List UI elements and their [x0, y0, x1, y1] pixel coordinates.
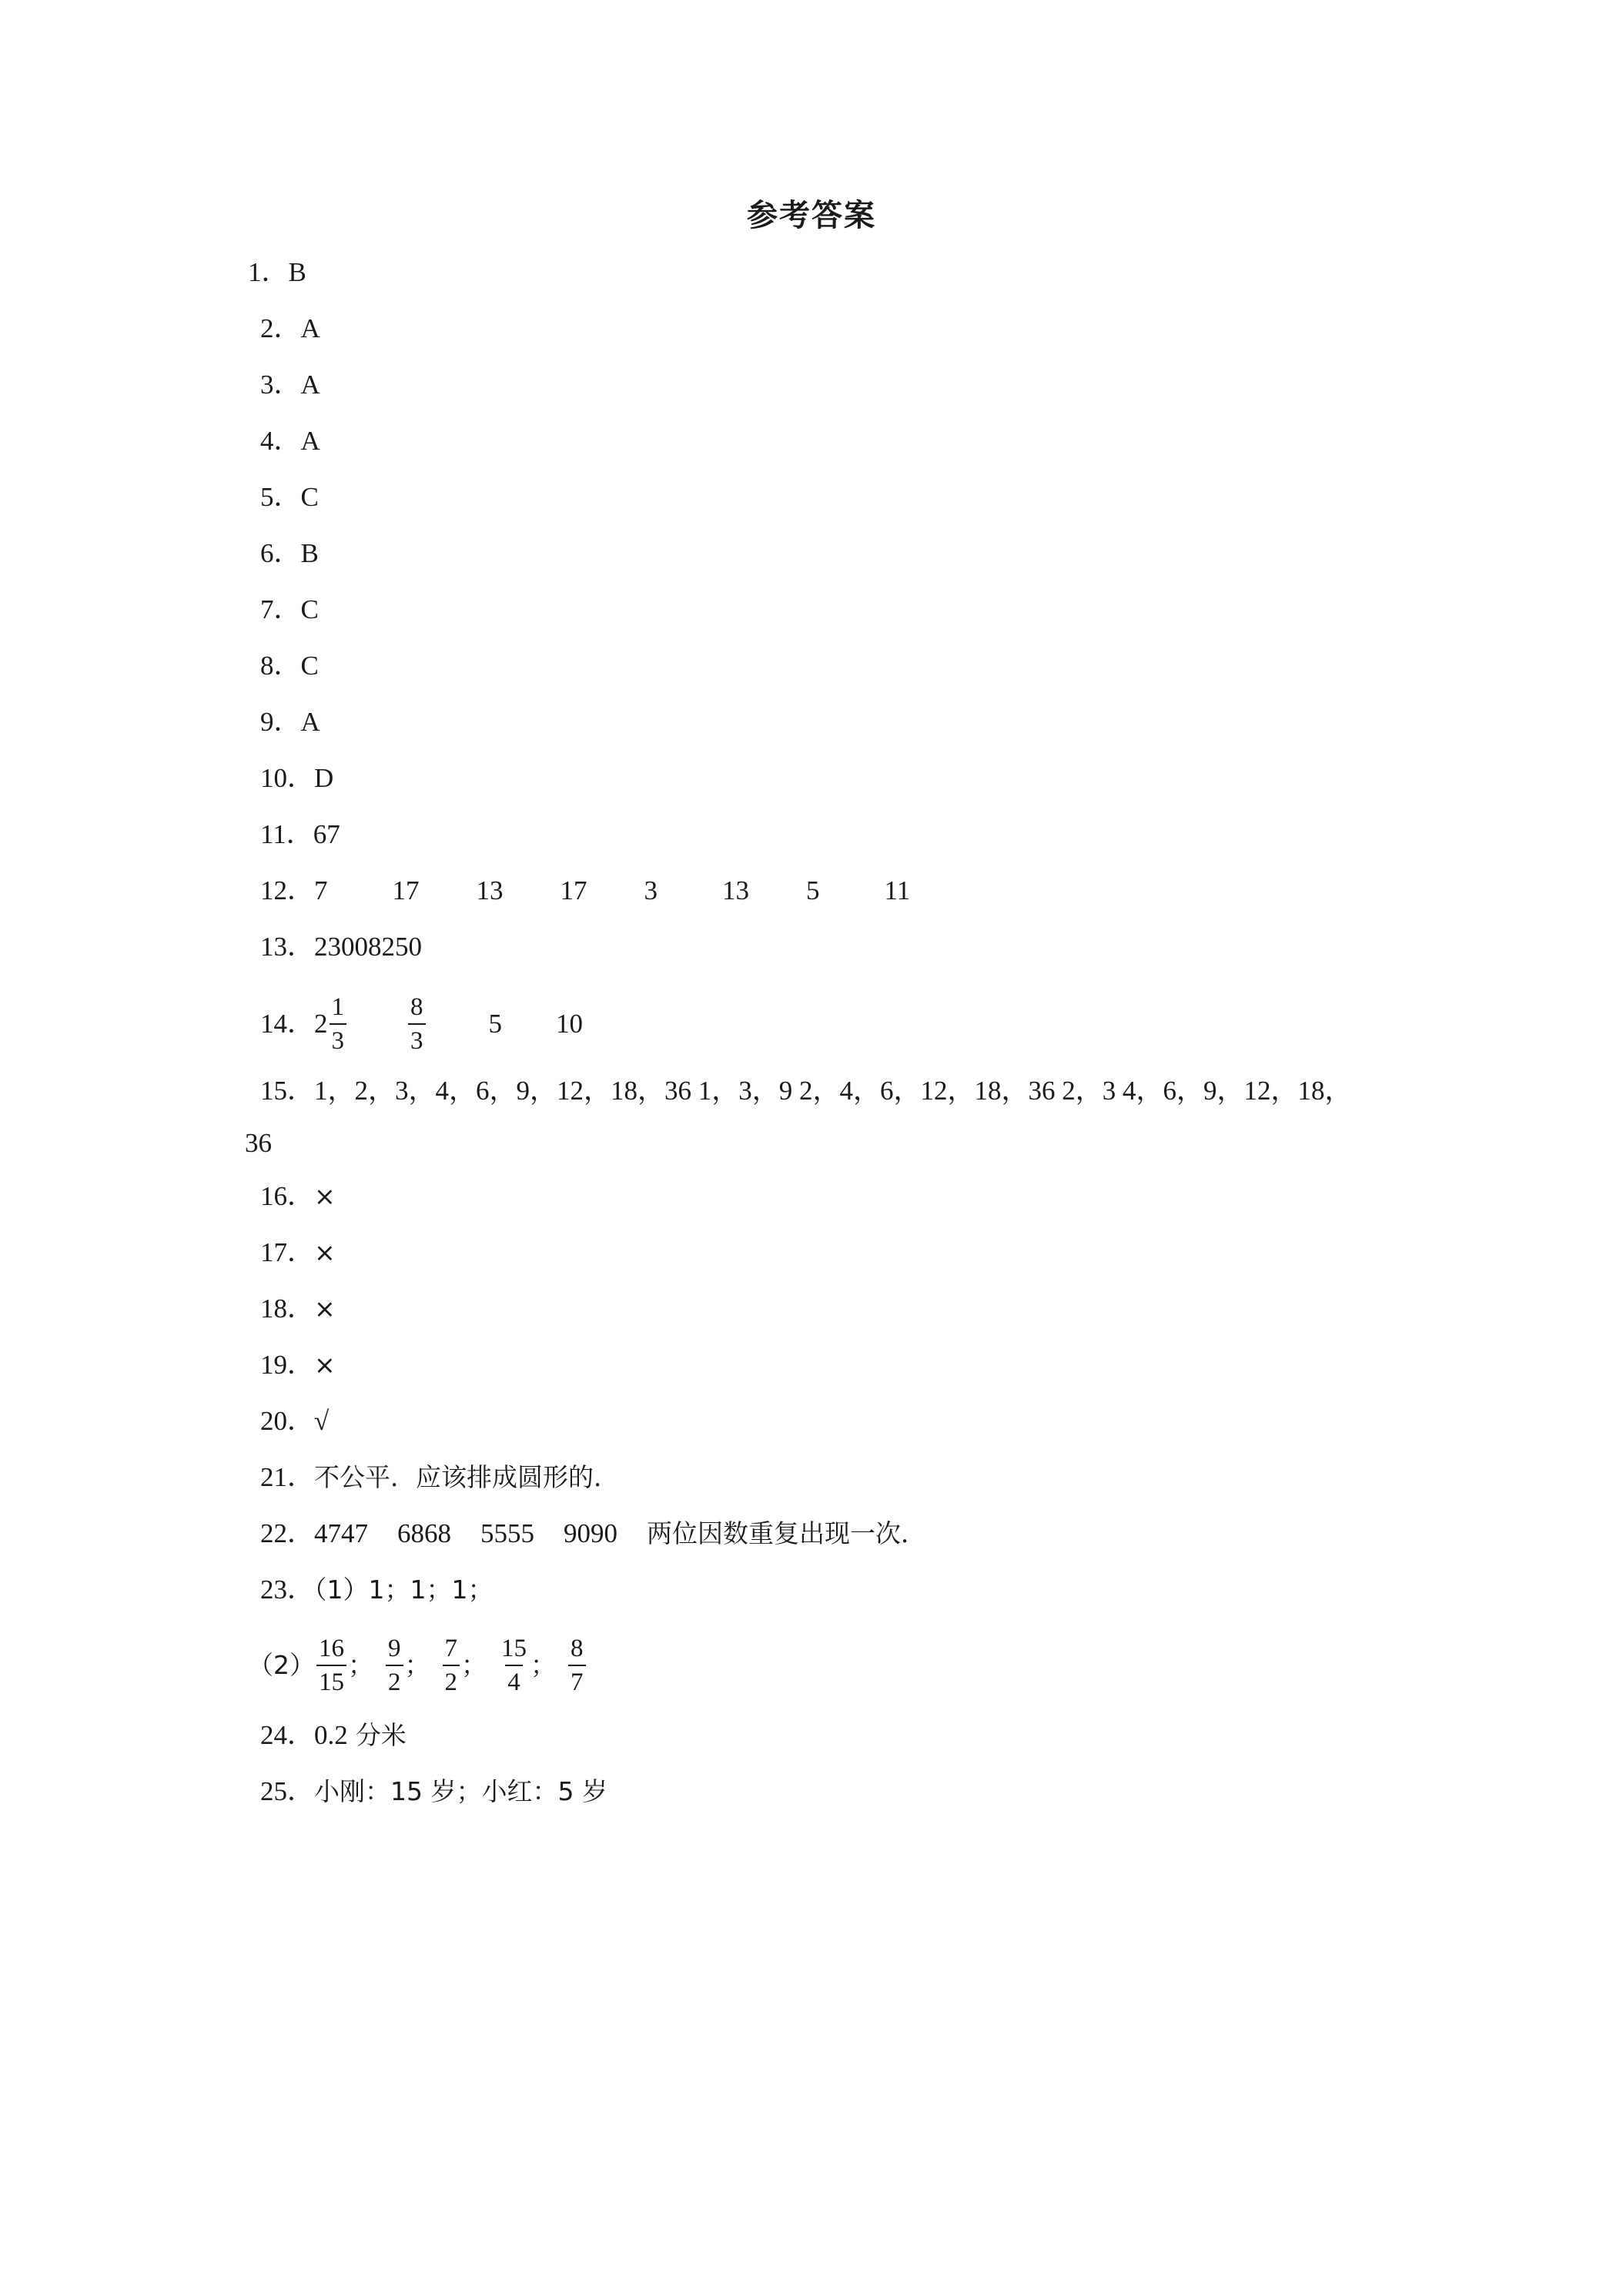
answer-24 — [260, 1719, 407, 1752]
numerator: 7 — [444, 1635, 457, 1662]
denominator: 2 — [443, 1665, 460, 1695]
answer-number: 16． — [260, 1181, 315, 1211]
answer-20 — [260, 1404, 329, 1438]
fraction — [330, 994, 347, 1054]
answer-number: 9． — [260, 707, 301, 737]
value: 4747 — [314, 1518, 369, 1548]
value: 5555 — [480, 1518, 535, 1548]
answer-23-part-1 — [260, 1573, 494, 1607]
value: 11 — [884, 875, 911, 905]
answer-text: B — [300, 538, 319, 568]
fraction — [443, 1635, 460, 1695]
value: 0.2 — [314, 1720, 348, 1750]
answer-number: 3． — [260, 370, 301, 400]
answer-14 — [260, 986, 583, 1063]
answer-number: 1． — [248, 257, 289, 287]
cross-mark: × — [314, 1181, 336, 1211]
value: 7 — [314, 875, 328, 905]
answer-number: 6． — [260, 538, 301, 568]
answer-21 — [260, 1461, 619, 1494]
answer-number: 7． — [260, 594, 301, 624]
answer-15 — [260, 1074, 1352, 1108]
answer-22 — [260, 1517, 926, 1551]
answer-text: A — [300, 707, 320, 737]
answer-10 — [260, 761, 333, 795]
answer-5 — [260, 480, 319, 514]
answer-number: 8． — [260, 651, 301, 681]
answer-1 — [248, 256, 306, 290]
answer-7 — [260, 593, 319, 627]
answer-number: 24． — [260, 1720, 315, 1750]
value: 5 — [488, 1009, 503, 1039]
answer-23-part-2 — [248, 1627, 587, 1704]
answer-3 — [260, 368, 320, 402]
part-label: （2） — [248, 1650, 315, 1680]
value: 13 — [476, 875, 504, 905]
denominator: 4 — [505, 1665, 523, 1695]
denominator: 15 — [316, 1665, 346, 1695]
numerator: 1 — [331, 993, 345, 1021]
answer-number: 4． — [260, 426, 301, 456]
numerator: 9 — [388, 1635, 401, 1662]
value: 9090 — [564, 1518, 618, 1548]
answer-number: 18． — [260, 1294, 315, 1324]
answer-19 — [260, 1348, 336, 1382]
answer-number: 14． — [260, 1009, 315, 1039]
value: 17 — [392, 875, 420, 905]
answer-number: 13． — [260, 932, 315, 962]
answer-13 — [260, 930, 422, 964]
fraction — [408, 994, 426, 1054]
denominator: 3 — [408, 1023, 426, 1054]
page-title: 参考答案 — [747, 198, 876, 233]
answer-16 — [260, 1180, 336, 1213]
separator: ； — [404, 1650, 430, 1680]
separator: ； — [530, 1650, 556, 1680]
answer-number: 10． — [260, 763, 315, 793]
answer-number: 5． — [260, 482, 301, 512]
answer-text: A — [300, 426, 320, 456]
answer-15-continued — [245, 1126, 272, 1160]
answer-number: 17． — [260, 1237, 315, 1267]
check-mark: √ — [314, 1406, 330, 1436]
answer-4 — [260, 424, 320, 458]
fraction — [568, 1635, 586, 1695]
answer-text: 不公平．应该排成圆形的． — [314, 1462, 620, 1492]
answer-17 — [260, 1236, 336, 1270]
answer-12 — [260, 874, 910, 908]
answer-text: 1，2，3，4，6，9，12，18，36 1，3，9 2，4，6，12，18，36 2，3 4，6，9，12，18， — [314, 1076, 1352, 1106]
answer-number: 21． — [260, 1462, 315, 1492]
answer-8 — [260, 649, 319, 683]
answer-text: A — [300, 313, 320, 343]
value: 13 — [722, 875, 750, 905]
denominator: 3 — [330, 1023, 347, 1054]
cross-mark: × — [314, 1294, 336, 1324]
fraction — [499, 1635, 529, 1695]
answer-text: A — [300, 370, 320, 400]
numerator: 15 — [501, 1635, 527, 1662]
answer-text: C — [300, 651, 319, 681]
answer-number: 25． — [260, 1776, 315, 1806]
numerator: 16 — [319, 1635, 344, 1662]
answer-number: 2． — [260, 313, 301, 343]
answer-18 — [260, 1292, 336, 1326]
answer-6 — [260, 537, 319, 571]
cross-mark: × — [314, 1237, 336, 1267]
answer-11 — [260, 818, 340, 852]
answer-text: 36 — [245, 1128, 272, 1158]
answer-number: 12． — [260, 875, 315, 905]
value: 6868 — [397, 1518, 452, 1548]
separator: ； — [461, 1650, 487, 1680]
whole-part: 2 — [314, 1009, 328, 1039]
unit: 分米 — [355, 1720, 407, 1750]
answer-text: C — [300, 482, 319, 512]
answer-number: 23． — [260, 1575, 315, 1605]
value: 10 — [556, 1009, 584, 1039]
answer-number: 19． — [260, 1350, 315, 1380]
value: 17 — [560, 875, 587, 905]
answer-text: 小刚：15 岁；小红：5 岁 — [314, 1776, 607, 1806]
value: 5 — [806, 875, 820, 905]
numerator: 8 — [410, 993, 423, 1021]
answer-25 — [260, 1775, 607, 1809]
answer-note: 两位因数重复出现一次． — [647, 1518, 927, 1548]
separator: ； — [348, 1650, 373, 1680]
answer-number: 22． — [260, 1518, 315, 1548]
answer-9 — [260, 705, 320, 739]
answer-text: 67 — [313, 819, 340, 849]
fraction — [316, 1635, 346, 1695]
answer-text: B — [288, 257, 306, 287]
answer-number: 15． — [260, 1076, 315, 1106]
answer-2 — [260, 312, 320, 346]
answer-number: 11． — [260, 819, 313, 849]
denominator: 2 — [386, 1665, 403, 1695]
mixed-number — [314, 994, 348, 1054]
answer-text: 23008250 — [314, 932, 423, 962]
cross-mark: × — [314, 1350, 336, 1380]
numerator: 8 — [571, 1635, 584, 1662]
fraction — [386, 1635, 403, 1695]
value: 3 — [644, 875, 658, 905]
answer-text: （1）1；1；1； — [314, 1575, 494, 1605]
answer-text: D — [314, 763, 334, 793]
answer-text: C — [300, 594, 319, 624]
denominator: 7 — [568, 1665, 586, 1695]
answer-number: 20． — [260, 1406, 315, 1436]
